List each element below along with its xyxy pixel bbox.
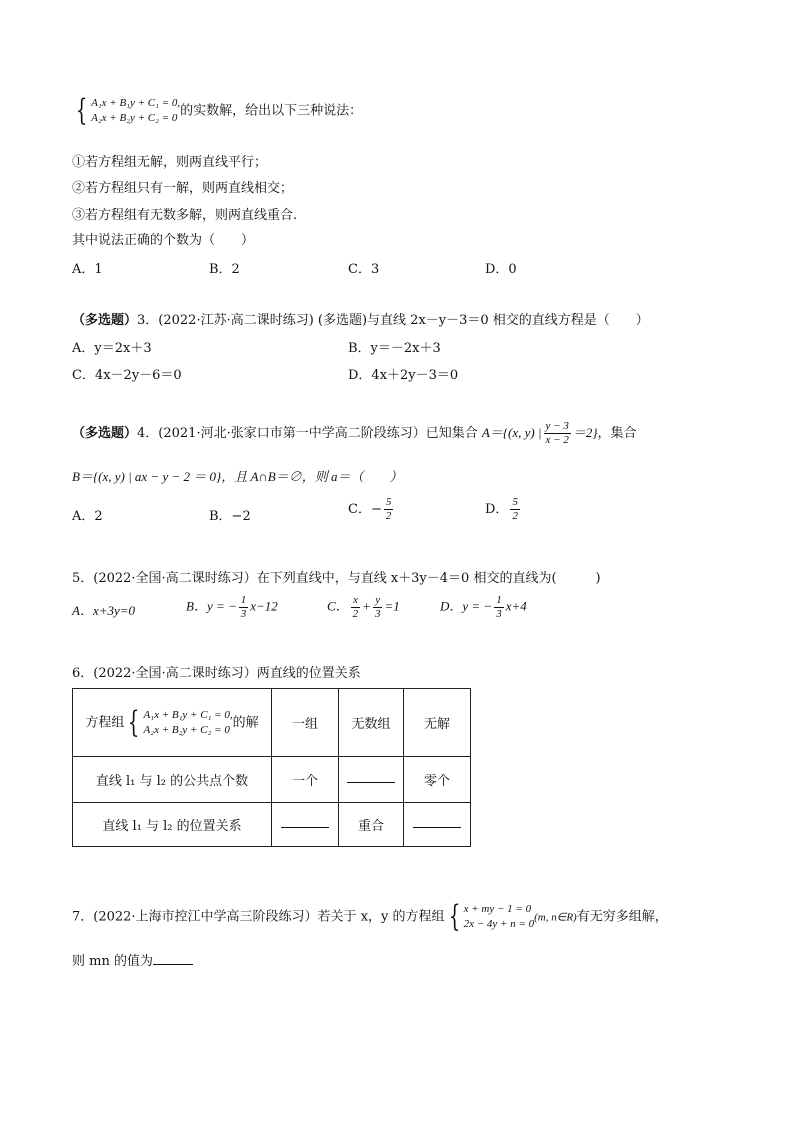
q6-row1-label-pre: 方程组 [85,715,125,730]
q5-option-d [440,594,527,621]
q2-eq1: A₁x + B₁y + C₁ = 0, [91,97,181,109]
q3-option-c: C．4x－2y－6＝0 [72,368,182,383]
q4-text-pre: 4．(2021·河北·张家口市第一中学高二阶段练习）已知集合 [137,426,478,441]
q7-text-post: 有无穷多组解， [576,909,668,925]
q4-option-d [485,496,522,523]
q2-option-a: A．1 [72,262,103,277]
q4-set-a-fraction [544,420,571,447]
q4-text-post: ，集合 [597,426,637,441]
q6-cell-r1c2: 无数组 [339,689,404,757]
q6-row1-eq1: A₁x + B₁y + C₁ = 0, [143,708,233,721]
q5-option-c-2: 2 [352,608,359,620]
q3-stem [72,309,649,328]
q3-option-a: A．y＝2x＋3 [72,341,152,356]
q3-option-d: D．4x＋2y－3＝0 [348,368,459,383]
q2-option-c: C．3 [348,262,380,277]
q4-option-c-fraction [384,496,394,523]
q4-tag: （多选题） [72,426,138,441]
q5-option-b-den: 3 [240,608,247,620]
table-row [73,689,471,757]
q4-frac-denominator: x − 2 [545,434,569,446]
q5-option-c-frac-x [351,594,361,621]
q5-option-c-tail: =1 [384,598,400,614]
q2-eq2: A₂x + B₂y + C₂ = 0 [91,112,178,124]
table-row [73,803,471,847]
q6-blank-r3c3[interactable] [413,827,461,828]
q5-option-b-num: 1 [240,594,247,606]
q7-eq1: x + my − 1 = 0 [463,903,532,915]
q6-cell-r2c3: 零个 [404,757,471,803]
q4-stem [72,420,637,447]
q7-stem: 7．(2022·上海市控江中学高三阶段练习）若关于 x，y 的方程组 { x + my − 1 = 0 2x − 4y + n = 0(m, n∈R)有无穷多组解， [72,899,668,934]
q4-option-b: B．−2 [209,509,251,524]
q7-condition: (m, n∈R) [534,911,577,924]
q5-option-c [327,594,400,621]
q3-tag: （多选题） [72,313,138,328]
q5-option-d-num: 1 [496,594,502,606]
q4-option-d-label: D． [485,502,509,517]
q6-row1-label-post: 的解 [232,715,259,730]
q2-question: 其中说法正确的个数为（ ） [72,233,255,248]
q5-option-c-label: C． [327,598,349,614]
q7-eq2: 2x − 4y + n = 0 [463,918,535,930]
q7-line2 [72,950,193,969]
q4-option-c-label: C．− [348,502,382,517]
q4-set-a-rhs: ＝2} [572,425,598,440]
q6-stem: 6．(2022·全国·高二课时练习）两直线的位置关系 [72,666,361,681]
q4-option-c-num: 5 [385,496,392,508]
q5-option-c-plus: + [362,598,371,614]
q6-blank-r3c1[interactable] [281,827,329,828]
q5-option-c-x: x [352,594,358,606]
q2-statement-3: ③若方程组有无数多解，则两直线重合. [72,208,298,223]
q4-line2: B＝{(x, y) | ax − y − 2 ＝ 0}，且 A∩B＝∅，则 a＝（ ） [72,469,403,484]
q6-cell-r2c1: 一个 [272,757,339,803]
q4-option-c [348,496,395,523]
q5-option-c-y: y [375,594,381,606]
q2-system: { A₁x + B₁y + C₁ = 0, A₂x + B₂y + C₂ = 0 的实数解，给出以下三种说法： [75,93,363,128]
q5-option-d-den: 3 [496,608,502,620]
q5-option-c-3: 3 [374,608,381,620]
q4-option-a: A．2 [72,509,103,524]
q6-blank-r2c2[interactable] [347,782,395,783]
q2-statement-1: ①若方程组无解，则两直线平行； [72,155,268,170]
q5-option-d-label: D．y = − [440,598,493,614]
q5-option-c-frac-y [373,594,383,621]
q4-option-d-num: 5 [512,496,518,508]
q6-row2-label: 直线 l₁ 与 l₂ 的公共点个数 [73,757,272,803]
q7-text-pre: 7．(2022·上海市控江中学高三阶段练习）若关于 x，y 的方程组 [72,909,445,925]
q6-cell-r2c2[interactable] [339,757,404,803]
q5-option-b-tail: x−12 [250,598,278,614]
q6-row1-label: 方程组 { A₁x + B₁y + C₁ = 0, A₂x + B₂y + C₂ = 0 的解 [73,689,272,757]
q6-cell-r3c3[interactable] [404,803,471,847]
q5-option-d-tail: x+4 [505,598,527,614]
q5-option-b-fraction [239,594,249,621]
q6-cell-r3c2: 重合 [339,803,404,847]
q2-option-b: B．2 [209,262,240,277]
q6-cell-r3c1[interactable] [272,803,339,847]
q4-option-d-fraction [510,496,520,523]
q6-table [72,688,471,847]
q4-option-d-den: 2 [512,510,518,522]
q5-option-d-fraction [494,594,504,621]
q5-option-b-label: B．y = − [186,598,237,614]
q4-set-a-lhs: A＝{(x, y) | [481,425,542,440]
q3-option-b: B．y＝－2x＋3 [348,341,441,356]
q2-statement-2: ②若方程组只有一解，则两直线相交； [72,181,294,196]
q4-frac-numerator: y − 3 [545,420,569,432]
q7-line2-text: 则 mn 的值为 [72,954,153,969]
q3-text: 3．(2022·江苏·高二课时练习) (多选题)与直线 2x－y－3＝0 相交的直线方程是（ ） [137,313,649,328]
q5-stem: 5．(2022·全国·高二课时练习）在下列直线中，与直线 x＋3y－4＝0 相交的直线为( ) [72,571,601,586]
q7-answer-blank[interactable] [153,964,193,965]
q5-option-a: A．x+3y=0 [72,603,136,618]
q6-cell-r1c1: 一组 [272,689,339,757]
q6-row1-eq2: A₂x + B₂y + C₂ = 0 [143,723,230,736]
q2-option-d: D．0 [485,262,517,277]
q5-option-b [186,594,278,621]
q4-option-c-den: 2 [385,510,392,522]
q6-cell-r1c3: 无解 [404,689,471,757]
q6-row3-label: 直线 l₁ 与 l₂ 的位置关系 [73,803,272,847]
table-row [73,757,471,803]
q2-stem-tail: 的实数解，给出以下三种说法： [180,103,363,119]
